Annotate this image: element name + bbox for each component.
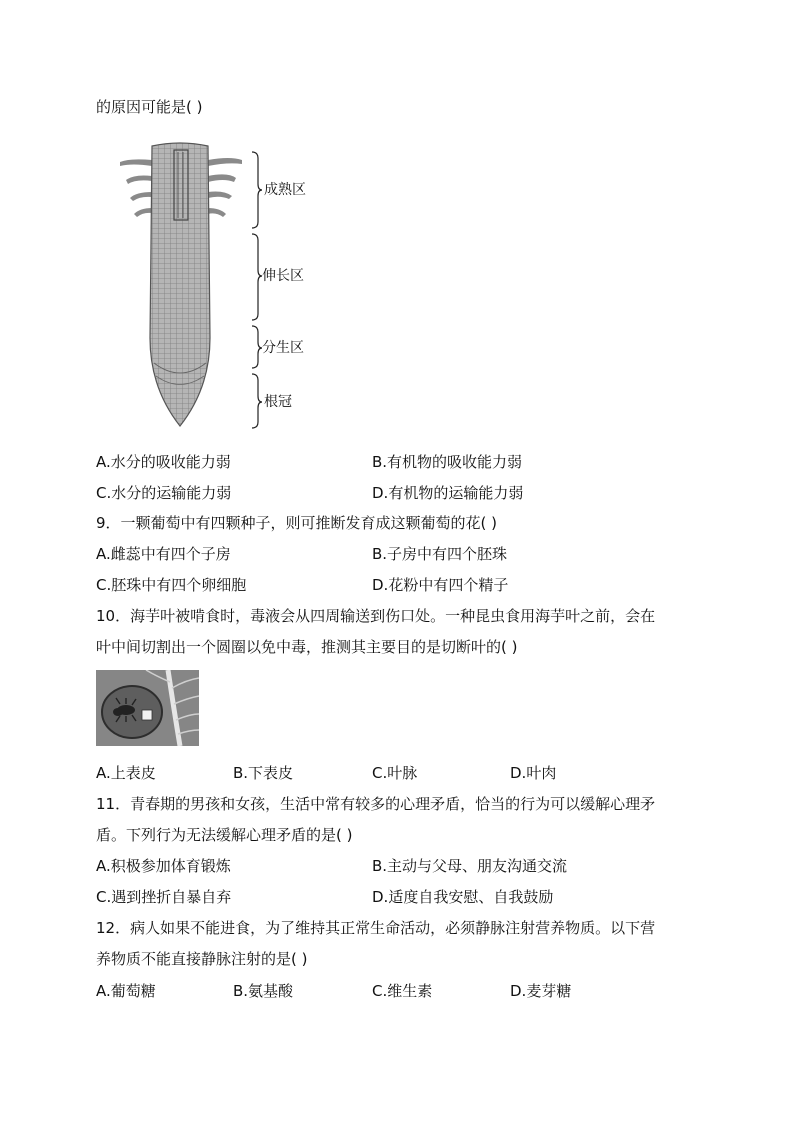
root-hairs-right <box>208 158 242 217</box>
q10-stem-line1: 10．海芋叶被啃食时，毒液会从四周输送到伤口处。一种昆虫食用海芋叶之前，会在 <box>96 607 656 625</box>
q9-option-c[interactable]: C.胚珠中有四个卵细胞 <box>96 576 247 594</box>
q11-option-c[interactable]: C.遇到挫折自暴自弃 <box>96 888 232 906</box>
q10-option-d[interactable]: D.叶肉 <box>510 764 557 782</box>
q12-stem-line2: 养物质不能直接静脉注射的是( ) <box>96 950 308 968</box>
q11-stem-line2: 盾。下列行为无法缓解心理矛盾的是( ) <box>96 826 353 844</box>
q8-option-d[interactable]: D.有机物的运输能力弱 <box>372 484 524 502</box>
q9-option-d[interactable]: D.花粉中有四个精子 <box>372 576 509 594</box>
q11-option-b[interactable]: B.主动与父母、朋友沟通交流 <box>372 857 568 875</box>
q8-option-a[interactable]: A.水分的吸收能力弱 <box>96 453 231 471</box>
q12-option-b[interactable]: B.氨基酸 <box>233 982 294 1000</box>
q10-option-c[interactable]: C.叶脉 <box>372 764 418 782</box>
q11-option-a[interactable]: A.积极参加体育锻炼 <box>96 857 231 875</box>
q8-option-b[interactable]: B.有机物的吸收能力弱 <box>372 453 523 471</box>
q9-stem: 9．一颗葡萄中有四颗种子，则可推断发育成这颗葡萄的花( ) <box>96 514 498 532</box>
leaf-photo <box>96 670 199 746</box>
label-elongation-zone: 伸长区 <box>262 268 304 284</box>
q11-option-d[interactable]: D.适度自我安慰、自我鼓励 <box>372 888 554 906</box>
q9-option-a[interactable]: A.雌蕊中有四个子房 <box>96 545 231 563</box>
q10-stem-line2: 叶中间切割出一个圆圈以免中毒，推测其主要目的是切断叶的( ) <box>96 638 518 656</box>
q10-option-a[interactable]: A.上表皮 <box>96 764 156 782</box>
q12-stem-line1: 12．病人如果不能进食，为了维持其正常生命活动，必须静脉注射营养物质。以下营 <box>96 919 656 937</box>
zone-braces <box>248 150 264 430</box>
label-meristem-zone: 分生区 <box>262 340 304 356</box>
q10-option-b[interactable]: B.下表皮 <box>233 764 294 782</box>
q8-stem-end: 的原因可能是( ) <box>96 98 203 116</box>
q12-option-a[interactable]: A.葡萄糖 <box>96 982 156 1000</box>
root-hairs-left <box>120 159 152 217</box>
q12-option-c[interactable]: C.维生素 <box>372 982 433 1000</box>
label-root-cap: 根冠 <box>264 394 292 410</box>
label-maturation-zone: 成熟区 <box>264 182 306 198</box>
q8-option-c[interactable]: C.水分的运输能力弱 <box>96 484 232 502</box>
q9-option-b[interactable]: B.子房中有四个胚珠 <box>372 545 508 563</box>
q12-option-d[interactable]: D.麦芽糖 <box>510 982 572 1000</box>
q11-stem-line1: 11．青春期的男孩和女孩，生活中常有较多的心理矛盾，恰当的行为可以缓解心理矛 <box>96 795 656 813</box>
